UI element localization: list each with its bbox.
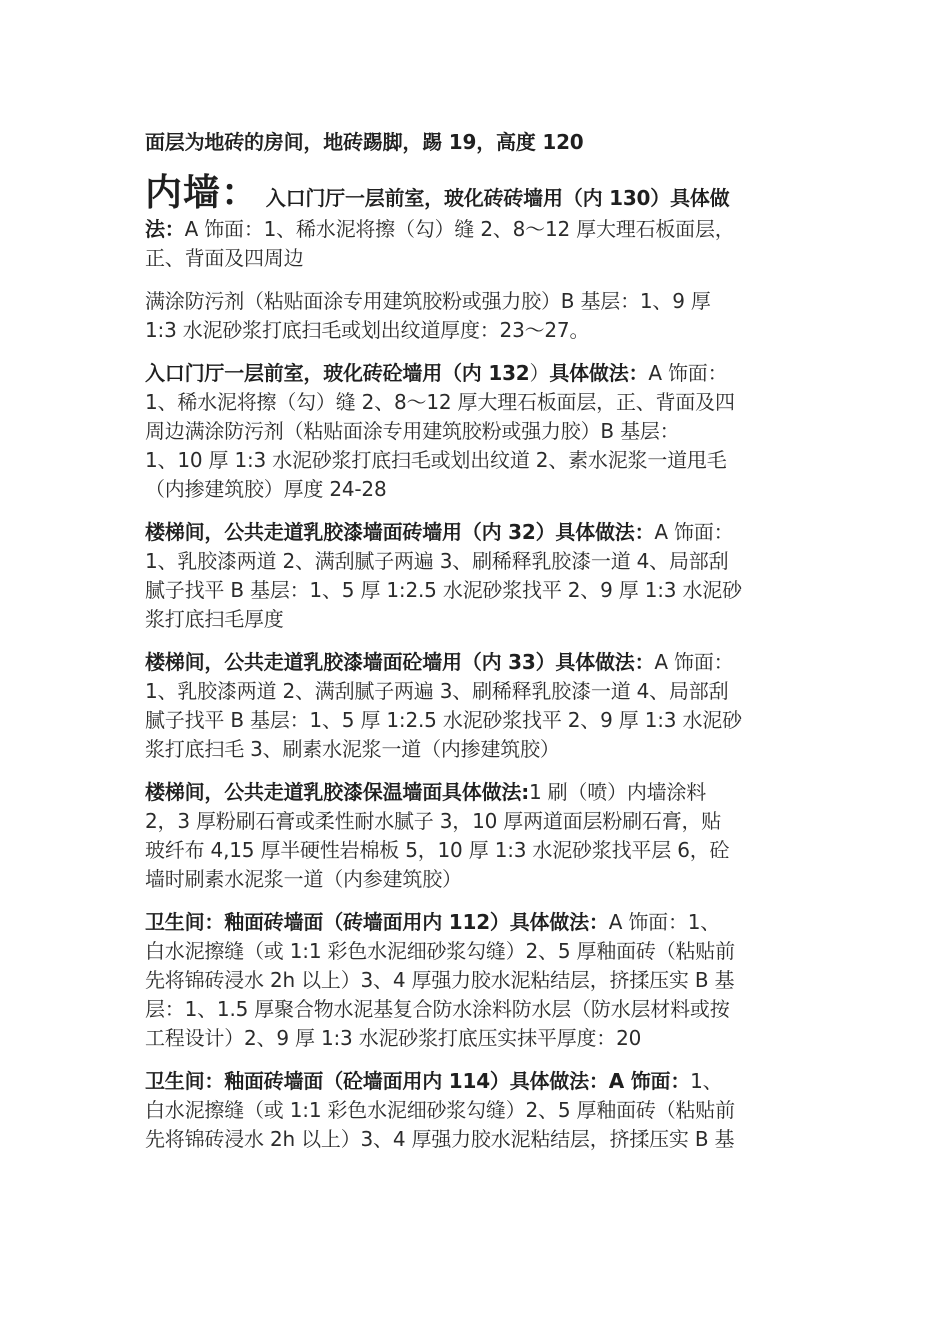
text-line (145, 1125, 810, 1154)
text-line (145, 677, 810, 706)
paragraph-gap (145, 1053, 810, 1067)
body-text: 层：1、1.5 厚聚合物水泥基复合防水涂料防水层（防水层材料或按 (145, 997, 730, 1021)
body-text: 1 刷（喷）内墙涂料 (529, 780, 707, 804)
paragraph-gap (145, 157, 810, 171)
bold-text: 法： (145, 217, 185, 241)
body-text: 浆打底扫毛 3、刷素水泥浆一道（内掺建筑胶） (145, 737, 560, 761)
text-line (145, 995, 810, 1024)
text-line (145, 244, 810, 273)
body-text: A 饰面： (654, 650, 734, 674)
paragraph-gap (145, 764, 810, 778)
body-text: A 饰面：1、稀水泥将擦（勾）缝 2、8～12 厚大理石板面层， (184, 217, 735, 241)
body-text: 1、乳胶漆两道 2、满刮腻子两遍 3、刷稀释乳胶漆一道 4、局部刮 (145, 679, 729, 703)
body-text: 浆打底扫毛厚度 (145, 607, 284, 631)
text-line (145, 778, 810, 807)
text-line (145, 807, 810, 836)
text-line (145, 735, 810, 764)
bold-text: 楼梯间，公共走道乳胶漆保温墙面具体做法: (145, 780, 529, 804)
body-text: 满涂防污剂（粘贴面涂专用建筑胶粉或强力胶）B 基层：1、9 厚 (145, 289, 711, 313)
body-text: 腻子找平 B 基层：1、5 厚 1:2.5 水泥砂浆找平 2、9 厚 1:3 水泥砂 (145, 708, 742, 732)
bold-text: 楼梯间，公共走道乳胶漆墙面砖墙用（内 32）具体做法： (145, 520, 655, 544)
text-line (145, 966, 810, 995)
paragraph-gap (145, 273, 810, 287)
body-text: 1、稀水泥将擦（勾）缝 2、8～12 厚大理石板面层，正、背面及四 (145, 390, 735, 414)
bold-text: 卫生间：釉面砖墙面（砼墙面用内 114）具体做法：A 饰面： (145, 1069, 691, 1093)
section-heading: 内墙： (145, 171, 259, 214)
document-body (145, 128, 810, 1154)
body-text: A 饰面： (648, 361, 728, 385)
paragraph (145, 518, 810, 634)
text-line (145, 706, 810, 735)
body-text: 1、乳胶漆两道 2、满刮腻子两遍 3、刷稀释乳胶漆一道 4、局部刮 (145, 549, 729, 573)
body-text: 玻纤布 4,15 厚半硬性岩棉板 5，10 厚 1:3 水泥砂浆找平层 6，砼 (145, 838, 730, 862)
bold-text: 面层为地砖的房间，地砖踢脚，踢 19，高度 120 (145, 130, 584, 154)
paragraph-gap (145, 894, 810, 908)
body-text: 先将锦砖浸水 2h 以上）3、4 厚强力胶水泥粘结层，挤揉压实 B 基 (145, 968, 735, 992)
text-line (145, 475, 810, 504)
body-text: ） (529, 361, 550, 385)
body-text: （内掺建筑胶）厚度 24-28 (145, 477, 387, 501)
paragraph (145, 778, 810, 894)
paragraph (145, 171, 810, 273)
text-line (145, 1067, 810, 1096)
text-line (145, 359, 810, 388)
bold-text: 楼梯间，公共走道乳胶漆墙面砼墙用（内 33）具体做法： (145, 650, 655, 674)
bold-text: 入口门厅一层前室，玻化砖砼墙用（内 132 (145, 361, 530, 385)
text-line (145, 388, 810, 417)
text-line (145, 576, 810, 605)
paragraph (145, 287, 810, 345)
text-line (145, 836, 810, 865)
text-line (145, 128, 810, 157)
body-text: 工程设计）2、9 厚 1:3 水泥砂浆打底压实抹平厚度：20 (145, 1026, 642, 1050)
text-line (145, 648, 810, 677)
text-line (145, 547, 810, 576)
text-line (145, 908, 810, 937)
body-text: 腻子找平 B 基层：1、5 厚 1:2.5 水泥砂浆找平 2、9 厚 1:3 水泥砂 (145, 578, 742, 602)
body-text: 墙时刷素水泥浆一道（内参建筑胶） (145, 867, 462, 891)
body-text: 先将锦砖浸水 2h 以上）3、4 厚强力胶水泥粘结层，挤揉压实 B 基 (145, 1127, 735, 1151)
text-line (145, 287, 810, 316)
body-text: 1:3 水泥砂浆打底扫毛或划出纹道厚度：23～27。 (145, 318, 590, 342)
body-text: 白水泥擦缝（或 1:1 彩色水泥细砂浆勾缝）2、5 厚釉面砖（粘贴前 (145, 1098, 735, 1122)
text-line (145, 518, 810, 547)
paragraph-gap (145, 504, 810, 518)
body-text: 正、背面及四周边 (145, 246, 304, 270)
text-line (145, 417, 810, 446)
text-line (145, 605, 810, 634)
paragraph (145, 128, 810, 157)
body-text: 周边满涂防污剂（粘贴面涂专用建筑胶粉或强力胶）B 基层： (145, 419, 680, 443)
paragraph (145, 908, 810, 1053)
body-text: 2，3 厚粉刷石膏或柔性耐水腻子 3，10 厚两道面层粉刷石膏，贴 (145, 809, 722, 833)
text-line (145, 446, 810, 475)
paragraph (145, 359, 810, 504)
body-text: A 饰面：1、 (608, 910, 721, 934)
body-text: 白水泥擦缝（或 1:1 彩色水泥细砂浆勾缝）2、5 厚釉面砖（粘贴前 (145, 939, 735, 963)
bold-text: 具体做法： (549, 361, 649, 385)
text-line (145, 316, 810, 345)
text-line (145, 937, 810, 966)
bold-text: 入口门厅一层前室，玻化砖砖墙用（内 130）具体做 (259, 186, 730, 210)
paragraph-gap (145, 634, 810, 648)
paragraph (145, 1067, 810, 1154)
body-text: 1、 (690, 1069, 723, 1093)
text-line (145, 1096, 810, 1125)
text-line (145, 865, 810, 894)
text-line (145, 171, 810, 215)
body-text: 1、10 厚 1:3 水泥砂浆打底扫毛或划出纹道 2、素水泥浆一道甩毛 (145, 448, 727, 472)
paragraph-gap (145, 345, 810, 359)
bold-text: 卫生间：釉面砖墙面（砖墙面用内 112）具体做法： (145, 910, 609, 934)
paragraph (145, 648, 810, 764)
text-line (145, 215, 810, 244)
text-line (145, 1024, 810, 1053)
body-text: A 饰面： (654, 520, 734, 544)
